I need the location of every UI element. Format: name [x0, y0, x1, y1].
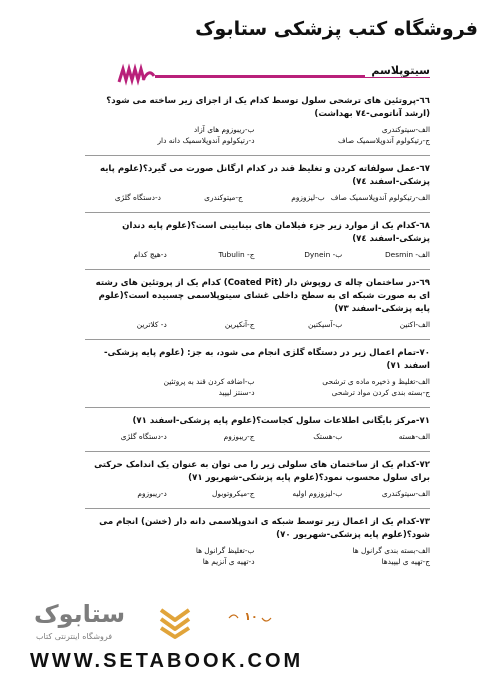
question-text: ٧١-مرکز بایگانی اطلاعات سلول کجاست؟(علوم پایه پزشکی-اسفند ٧١) [132, 416, 430, 426]
option-b: ب-لیزوزوم اولیه [292, 489, 343, 498]
question-divider [85, 339, 430, 340]
option-a: الف-رتیکولوم آندوپلاسمیک صاف [330, 193, 430, 202]
option-c: ج-رتیکولوم آندوپلاسمیک صاف [337, 136, 430, 145]
question-71 [85, 415, 430, 442]
question-divider [85, 407, 430, 408]
question-divider [85, 508, 430, 509]
question-divider [85, 451, 430, 452]
option-d: د- کلاترین [136, 320, 167, 329]
question-options [85, 488, 430, 499]
question-options [85, 545, 430, 567]
question-72 [85, 459, 430, 499]
section-label: سیتوپلاسم [365, 64, 430, 77]
question-text: ٧٠-تمام اعمال زیر در دستگاه گلژی انجام می شود، به جز: (علوم پایه پزشکی-اسفند ٧١) [103, 348, 430, 371]
question-divider [85, 155, 430, 156]
question-options [85, 376, 430, 398]
question-options [85, 249, 430, 260]
question-70 [85, 347, 430, 398]
question-text: ٦٨-کدام یک از موارد زیر جزء فیلامان های بینابینی است؟(علوم پایه دندان پزشکی-اسفند ٧٤) [122, 221, 430, 244]
page-header-title: فروشگاه کتب پزشکی ستابوک [195, 18, 478, 40]
question-text: ٧٣-کدام یک از اعمال زیر توسط شبکه ی اندوپلاسمی دانه دار (خشن) انجام می شود؟(علوم پایه پزشکی-شهریور ٧٠) [99, 517, 430, 540]
option-b: ب-ریبوزوم های آزاد [193, 125, 255, 134]
question-divider [85, 212, 430, 213]
brand-logo-text: ستابوک [34, 600, 126, 628]
option-d: د-هیچ کدام [133, 250, 167, 259]
question-73 [85, 516, 430, 567]
question-options [85, 124, 430, 146]
question-67 [85, 163, 430, 203]
brand-logo-subtitle: فروشگاه اینترنتی کتاب [36, 632, 113, 641]
section-logo-icon [117, 66, 155, 84]
option-a: الف-هسته [398, 432, 430, 441]
option-a: الف-اکتین [399, 320, 430, 329]
question-options [85, 319, 430, 330]
question-list [85, 95, 430, 576]
question-text: ٧٢-کدام یک از ساختمان های سلولی زیر را می توان به عنوان یک اندامک حرکتی برای سلول محسوب نمود؟(علوم پایه پزشکی-شهریور ٧١) [94, 460, 430, 483]
question-text: ٦٧-عمل سولفاته کردن و تغلیظ قند در کدام ارگانل صورت می گیرد؟(علوم پایه پزشکی-اسفند ٧٤) [99, 164, 430, 187]
option-b: ب-اضافه کردن قند به پروتئین [163, 377, 255, 386]
option-a: الف- Desmin [384, 250, 430, 259]
option-a: الف-بسته بندی گرانول ها [352, 546, 430, 555]
option-d: د-رتیکولوم آندوپلاسمیک دانه دار [157, 136, 255, 145]
option-a: الف-سیتوکندری [381, 125, 430, 134]
option-c: ج-آنکیرین [224, 320, 255, 329]
option-a: الف-تغلیظ و ذخیره ماده ی ترشحی [322, 377, 430, 386]
brand-logo-icon [158, 604, 192, 638]
option-d: د-دستگاه گلژی [120, 432, 167, 441]
section-band [95, 66, 430, 88]
option-c: ج-بسته بندی کردن مواد ترشحی [331, 388, 430, 397]
question-66 [85, 95, 430, 146]
option-c: ج-ریبوزوم [223, 432, 255, 441]
question-68 [85, 220, 430, 260]
page-number: ١٠ [244, 610, 258, 623]
option-c: ج-تهیه ی لیپیدها [381, 557, 430, 566]
option-d: د-سنتز لیپید [218, 388, 255, 397]
option-a: الف-سیتوکندری [381, 489, 430, 498]
option-d: د-تهیه ی آنزیم ها [202, 557, 255, 566]
option-c: ج- Tubulin [218, 250, 255, 259]
question-text: ٦٩-در ساختمان چاله ی روپوش دار (Coated Pit) کدام یک از پروتئین های رشته ای به صورت شبکه ای به سطح داخلی غشای سیتوپلاسمی چسبیده است؟(علوم پایه پزشکی-اسفند ٧٣) [95, 278, 430, 314]
question-options [85, 192, 430, 203]
website-url: WWW.SETABOOK.COM [30, 650, 304, 672]
option-c: ج-میتوکندری [204, 193, 243, 202]
option-d: د-دستگاه گلژی [114, 193, 161, 202]
option-b: ب- Dynein [304, 250, 343, 259]
option-b: ب-لیزوزوم [291, 193, 325, 202]
option-b: ب-هستک [313, 432, 343, 441]
question-69 [85, 277, 430, 330]
option-b: ب-تغلیظ گرانول ها [195, 546, 255, 555]
option-d: د-ریبوزوم [137, 489, 167, 498]
question-divider [85, 269, 430, 270]
question-text: ٦٦-پروتئین های ترشحی سلول توسط کدام یک از اجزای زیر ساخته می شود؟(ارشد آناتومی-٧٤ بهداشت) [106, 96, 430, 119]
question-options [85, 431, 430, 442]
option-c: ج-میکروتوبول [212, 489, 255, 498]
option-b: ب-آسیکتین [307, 320, 343, 329]
